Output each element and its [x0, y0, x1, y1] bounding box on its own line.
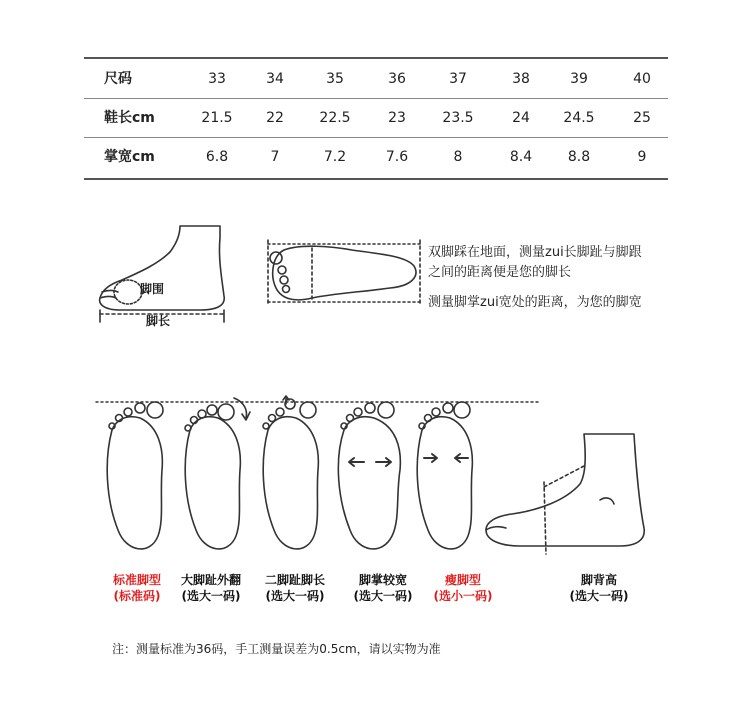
- table-cell: 24: [512, 110, 530, 126]
- table-cell: 8.8: [567, 149, 591, 165]
- top-foot-icon: [268, 240, 420, 306]
- long-second-toe-foot-icon: [263, 396, 318, 549]
- table-cell: 6.8: [205, 149, 229, 165]
- wide-foot-icon: [338, 402, 400, 549]
- foot-type-label: [166, 572, 256, 604]
- high-instep-foot-icon: [486, 434, 644, 554]
- foot-girth-label: 脚围: [140, 282, 165, 296]
- row-header: 尺码: [104, 71, 132, 87]
- row-header: 鞋长cm: [104, 110, 155, 126]
- table-cell: 33: [208, 71, 226, 87]
- table-cell: 7.6: [385, 149, 409, 165]
- table-cell: 7: [270, 149, 280, 165]
- foot-type-label: [418, 572, 508, 604]
- instruction-length-line1: 双脚踩在地面，测量zui长脚趾与脚跟: [428, 245, 642, 260]
- table-cell: 38: [512, 71, 530, 87]
- table-cell: 34: [266, 71, 284, 87]
- table-cell: 8: [453, 149, 463, 165]
- table-cell: 24.5: [563, 110, 595, 126]
- foot-type-name: 大脚趾外翻: [180, 573, 241, 587]
- bunion-foot-icon: [185, 398, 250, 549]
- table-cell: 22: [266, 110, 284, 126]
- narrow-foot-icon: [417, 402, 472, 549]
- table-cell: 23.5: [442, 110, 474, 126]
- table-cell: 35: [326, 71, 344, 87]
- table-cell: 9: [637, 149, 647, 165]
- table-cell: 22.5: [319, 110, 351, 126]
- table-cell: 36: [388, 71, 406, 87]
- instruction-width: 测量脚掌zui宽处的距离，为您的脚宽: [428, 295, 642, 310]
- foot-length-label: 脚长: [146, 314, 171, 328]
- foot-type-advice: (选大一码): [181, 589, 241, 603]
- table-cell: 39: [570, 71, 588, 87]
- foot-type-label: [338, 572, 428, 604]
- table-cell: 37: [449, 71, 467, 87]
- foot-type-name: 脚掌较宽: [358, 573, 407, 587]
- side-foot-icon: [100, 226, 225, 322]
- foot-type-name: 二脚趾脚长: [264, 573, 325, 587]
- foot-type-name: 脚背高: [580, 573, 617, 587]
- foot-type-advice: (选大一码): [353, 589, 413, 603]
- foot-type-advice: (选大一码): [569, 589, 629, 603]
- measurement-note: 注：测量标准为36码，手工测量误差为0.5cm，请以实物为准: [112, 642, 441, 656]
- foot-type-advice: (选小一码): [433, 589, 493, 603]
- foot-type-label: [250, 572, 340, 604]
- instruction-length-line2: 之间的距离便是您的脚长: [428, 265, 572, 280]
- row-header: 掌宽cm: [104, 149, 155, 165]
- foot-type-name: 标准脚型: [112, 573, 161, 587]
- table-cell: 25: [633, 110, 651, 126]
- table-cell: 7.2: [323, 149, 347, 165]
- foot-type-advice: (标准码): [113, 589, 161, 603]
- standard-foot-icon: [107, 402, 163, 549]
- foot-type-label: [554, 572, 644, 604]
- table-cell: 21.5: [201, 110, 233, 126]
- foot-type-advice: (选大一码): [265, 589, 325, 603]
- foot-type-name: 瘦脚型: [444, 573, 481, 587]
- table-cell: 8.4: [509, 149, 533, 165]
- table-cell: 40: [633, 71, 651, 87]
- table-cell: 23: [388, 110, 406, 126]
